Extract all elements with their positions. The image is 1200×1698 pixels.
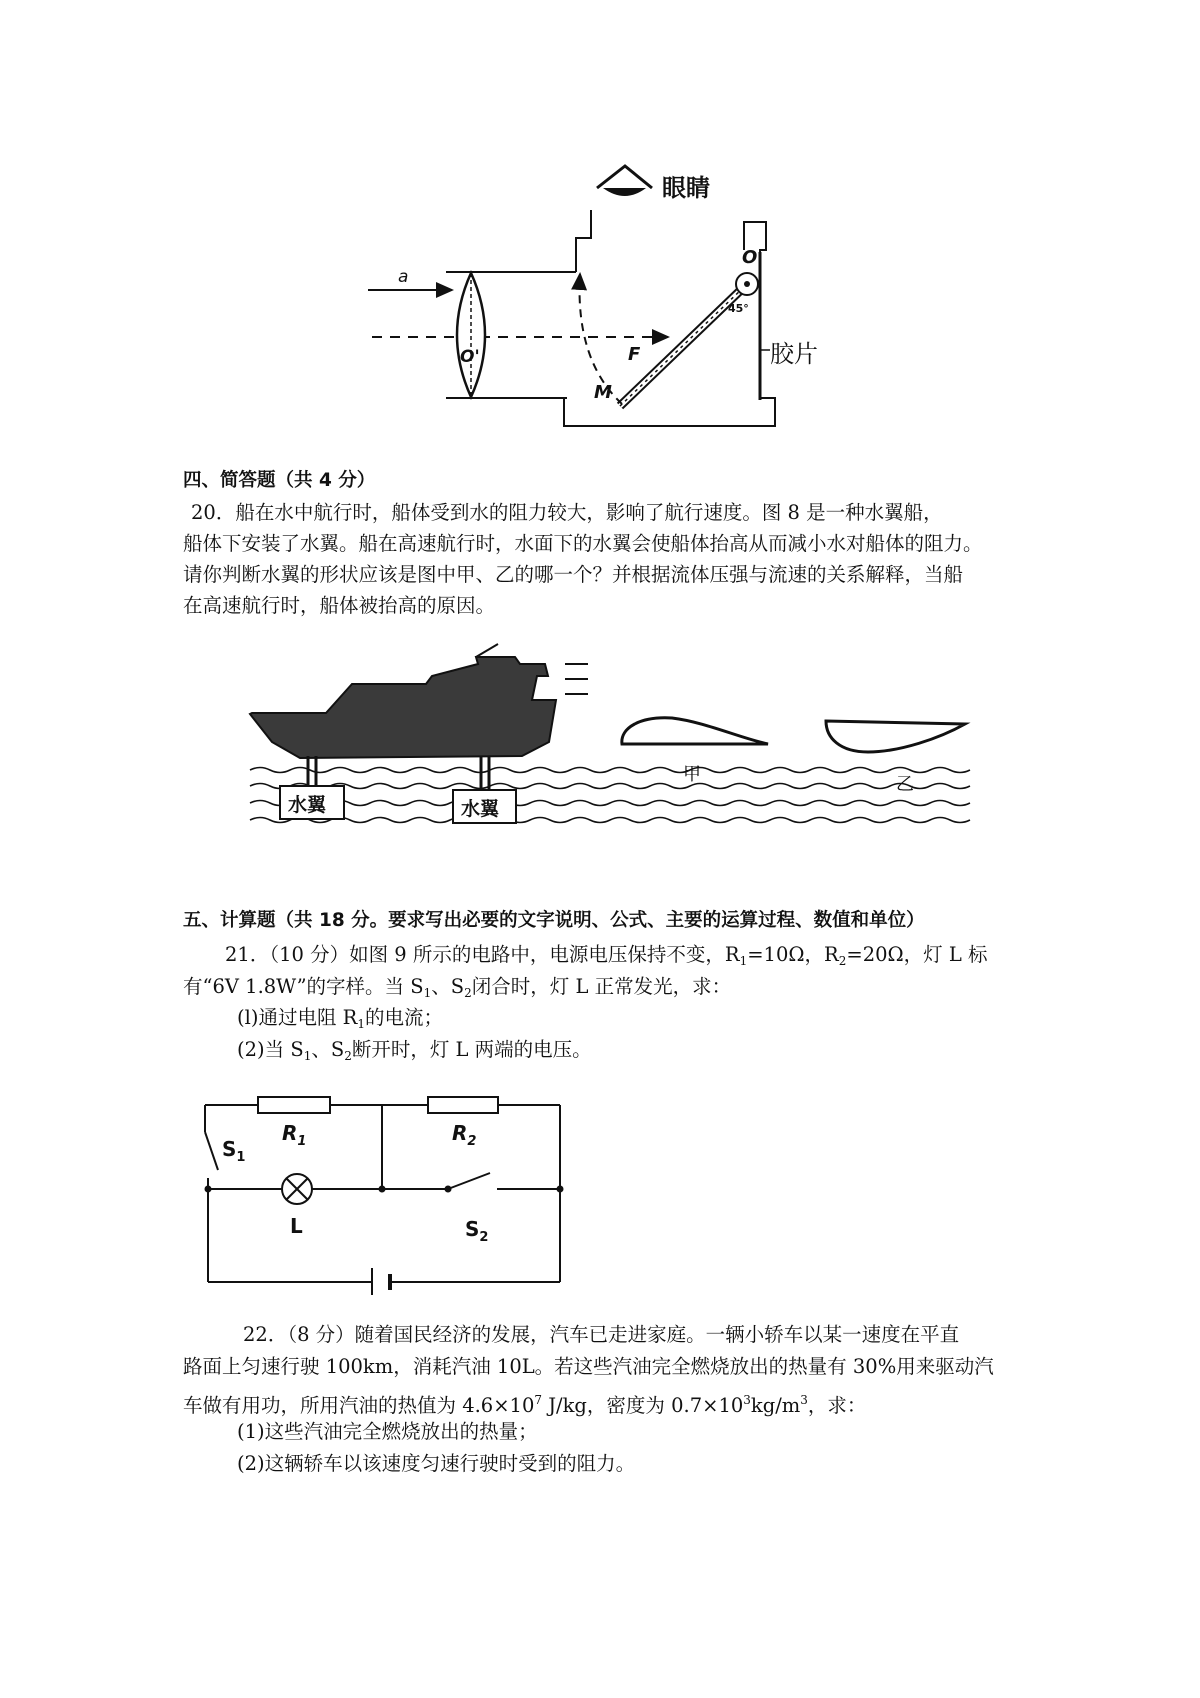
- r2-label: $R_2$: [452, 1121, 477, 1149]
- q21-part-1: (l)通过电阻 $R_1$的电流；: [237, 1006, 443, 1031]
- boat-diagram: [245, 640, 985, 850]
- shape-a-label: 甲: [683, 764, 701, 785]
- section5-heading: 五、计算题（共 18 分。要求写出必要的文字说明、公式、主要的运算过程、数值和单位）: [183, 910, 925, 931]
- q22-part-2: (2)这辆轿车以该速度匀速行驶时受到的阻力。: [237, 1452, 636, 1475]
- pivot-label: O: [742, 247, 758, 268]
- q21-line-2: 有“6V 1.8W”的字样。当 $S_1$、$S_2$闭合时，灯 L 正常发光，求：: [183, 975, 732, 1000]
- q22-line-1: 22．（8 分）随着国民经济的发展，汽车已走进家庭。一辆小轿车以某一速度在平直: [243, 1323, 960, 1346]
- camera-diagram: [360, 155, 840, 440]
- q20-line-4: 在高速航行时，船体被抬高的原因。: [183, 594, 496, 617]
- film-label: 胶片: [770, 340, 818, 368]
- section4-heading: 四、简答题（共 4 分）: [183, 470, 376, 491]
- q21-line-1: 21．（10 分）如图 9 所示的电路中，电源电压保持不变，$R_1=10\Omega$，$R_2=20\Omega$，灯 L 标: [225, 943, 988, 968]
- angle-label: 45°: [728, 302, 749, 315]
- resistor-r1: [258, 1097, 330, 1113]
- q22-line-3: 车做有用功，所用汽油的热值为 $4.6\times 10^7$ J/kg，密度为 $0.7\times 10^3kg/m^3$，求：: [183, 1393, 867, 1417]
- hydrofoil-label-1: 水翼: [288, 794, 327, 816]
- water: [250, 768, 970, 823]
- r1-label: $R_1$: [282, 1121, 307, 1149]
- focus-label: F: [628, 344, 641, 365]
- circuit-diagram: [200, 1080, 575, 1295]
- lamp-label: L: [290, 1214, 303, 1238]
- ray-label: a: [398, 267, 409, 287]
- switch-s2: [448, 1173, 490, 1189]
- q20-line-3: 请你判断水翼的形状应该是图中甲、乙的哪一个？并根据流体压强与流速的关系解释，当船: [183, 563, 964, 586]
- q20-line-1: 20．船在水中航行时，船体受到水的阻力较大，影响了航行速度。图 8 是一种水翼船，: [191, 501, 943, 524]
- resistor-r2: [428, 1097, 498, 1113]
- eye-icon: [597, 166, 652, 196]
- shape-b-label: 乙: [896, 774, 914, 795]
- q20-line-2: 船体下安装了水翼。船在高速航行时，水面下的水翼会使船体抬高从而减小水对船体的阻力。: [183, 532, 983, 555]
- lens-center-label: O': [460, 347, 480, 367]
- s1-label: $S_1$: [222, 1137, 246, 1165]
- q22-part-1: (1)这些汽油完全燃烧放出的热量；: [237, 1420, 538, 1443]
- q22-line-2: 路面上匀速行驶 100km，消耗汽油 10L。若这些汽油完全燃烧放出的热量有 30%用来驱动汽: [183, 1355, 994, 1378]
- s2-label: $S_2$: [465, 1217, 489, 1245]
- foil-shape-b: [826, 721, 965, 752]
- switch-s1: [205, 1132, 218, 1170]
- foil-shape-a: [622, 718, 768, 744]
- mirror-end-label: M: [594, 382, 612, 403]
- boat-hull: [250, 657, 556, 758]
- hydrofoil-label-2: 水翼: [461, 798, 500, 820]
- eye-label: 眼睛: [662, 174, 710, 202]
- q21-part-2: (2)当 $S_1$、$S_2$断开时，灯 L 两端的电压。: [237, 1038, 592, 1063]
- lamp-icon: [282, 1174, 312, 1204]
